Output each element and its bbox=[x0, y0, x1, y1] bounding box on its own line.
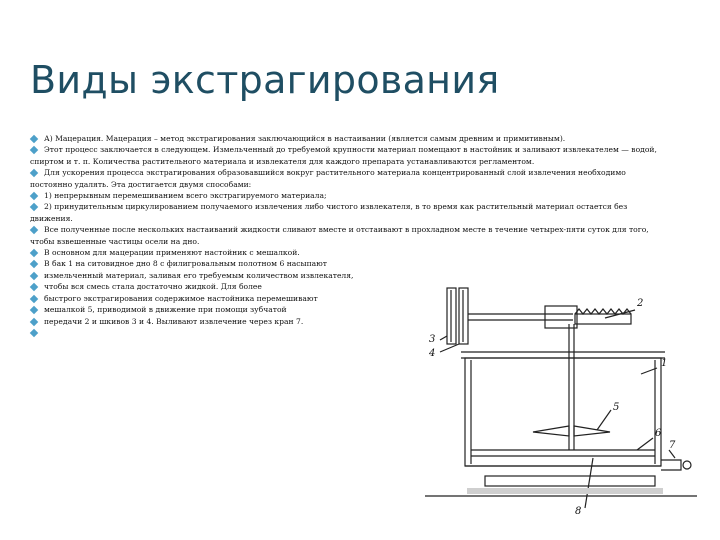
list-item bbox=[30, 281, 434, 292]
bullet-icon bbox=[30, 249, 38, 257]
bullet-icon bbox=[30, 192, 38, 200]
list-item bbox=[30, 316, 434, 327]
list-item bbox=[30, 190, 670, 201]
bullet-icon bbox=[30, 272, 38, 280]
tap-7 bbox=[661, 460, 681, 470]
bullet-icon bbox=[30, 169, 38, 177]
label-1: 1 bbox=[661, 358, 668, 369]
list-item bbox=[30, 167, 670, 190]
bullet-icon bbox=[30, 135, 38, 143]
list-item-text: А) Мацерация. Мацерация – метод экстрагирования заключающийся в настаивании (является самым древним и примитивным). bbox=[44, 134, 566, 143]
stirrer-5 bbox=[533, 426, 569, 436]
list-item-text: Этот процесс заключается в следующем. Измельченный до требуемой крупности материал помещают в настойник и заливают извлекателем — водой, спиртом и т. п. Количества растительного материала и извлекателя для каждого препарата устанавливаются регламентом. bbox=[30, 145, 657, 166]
list-item-text: В бак 1 на ситовидное дно 8 с филигровальным полотном 6 насыпают bbox=[44, 259, 327, 269]
bullet-icon bbox=[30, 260, 38, 268]
label-7: 7 bbox=[669, 440, 676, 451]
bullet-icon bbox=[30, 203, 38, 211]
macerator-diagram bbox=[425, 280, 697, 520]
bullet-icon bbox=[30, 146, 38, 154]
list-item-text: 1) непрерывным перемешиванием всего экстрагируемого материала; bbox=[44, 191, 327, 201]
slide-title: Виды экстрагирования bbox=[30, 58, 500, 102]
list-item bbox=[30, 201, 670, 224]
label-2: 2 bbox=[637, 298, 644, 309]
bullet-icon bbox=[30, 226, 38, 234]
list-item-text: быстрого экстрагирования содержимое настойника перемешивают bbox=[44, 293, 318, 303]
list-item bbox=[30, 270, 434, 281]
label-5: 5 bbox=[613, 402, 620, 413]
list-item bbox=[30, 258, 434, 269]
label-3: 3 bbox=[429, 334, 436, 345]
list-item-text: чтобы вся смесь стала достаточно жидкой. Для более bbox=[44, 282, 262, 292]
list-item bbox=[30, 293, 434, 304]
list-item-text: передачи 2 и шкивов 3 и 4. Выливают извлечение через кран 7. bbox=[44, 316, 304, 326]
bullet-icon bbox=[30, 317, 38, 325]
list-item-text: Все полученные после нескольких настаиваний жидкости сливают вместе и отстаивают в прохладном месте в течение четырех-пяти суток для того, чтобы взвешенные частицы осели на дно. bbox=[30, 225, 649, 246]
list-item bbox=[30, 224, 670, 247]
bullet-icon bbox=[30, 283, 38, 291]
label-6: 6 bbox=[655, 428, 662, 439]
list-item-text: измельченный материал, заливая его требуемым количеством извлекателя, bbox=[44, 270, 354, 280]
bullet-icon bbox=[30, 329, 38, 337]
label-8: 8 bbox=[575, 506, 582, 517]
list-item bbox=[30, 144, 670, 167]
list-item bbox=[30, 133, 670, 144]
list-item bbox=[30, 247, 434, 258]
list-item-text: мешалкой 5, приводимой в движение при помощи зубчатой bbox=[44, 305, 287, 315]
list-item-text: В основном для мацерации применяют настойник с мешалкой. bbox=[44, 248, 300, 258]
bullet-icon bbox=[30, 306, 38, 314]
bullet-icon bbox=[30, 294, 38, 302]
list-item-text: 2) принудительным циркулированием получаемого извлечения либо чистого извлекателя, в то время как растительный материал остается без движения. bbox=[30, 202, 628, 223]
label-4: 4 bbox=[429, 348, 436, 359]
list-item bbox=[30, 304, 434, 315]
list-item-text: Для ускорения процесса экстрагирования образовавшийся вокруг растительного материала концентрированный слой извлечения необходимо постоянно удалять. Эта достигается двумя способами: bbox=[30, 168, 626, 189]
